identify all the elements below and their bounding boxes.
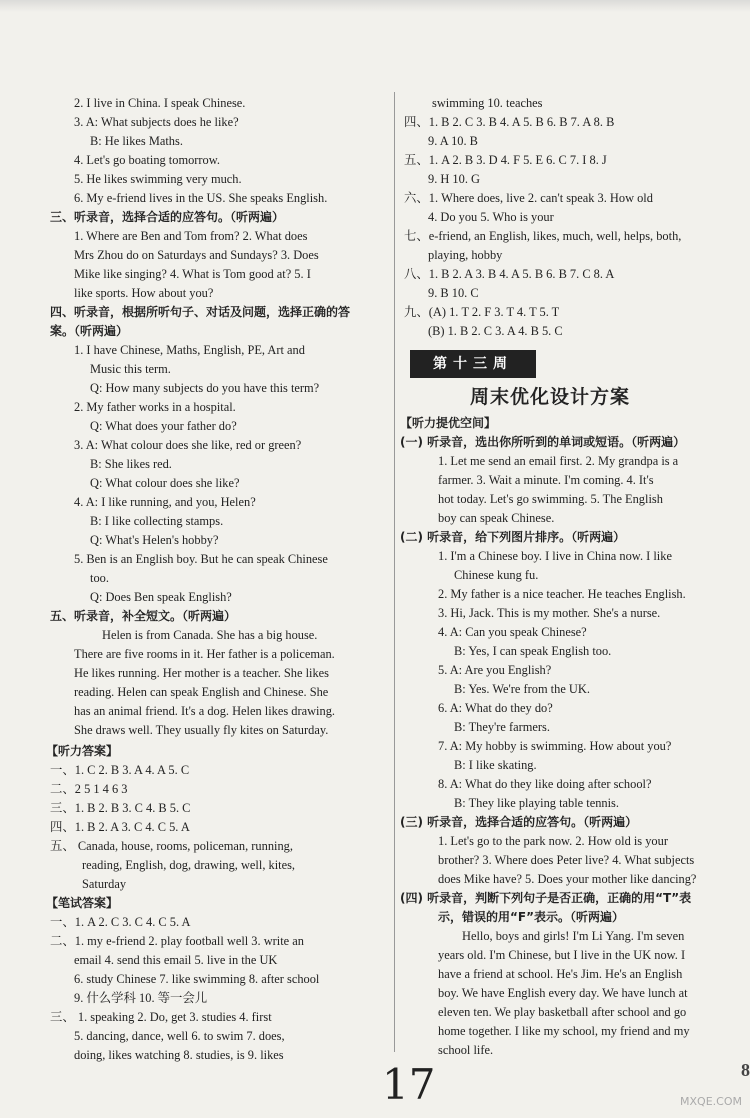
text-line: 8. A: What do they like doing after school? [438, 777, 652, 791]
text-line: boy. We have English every day. We have lunch at [438, 986, 688, 1000]
text-line: farmer. 3. Wait a minute. I'm coming. 4. It's [438, 473, 654, 487]
text-line: 3. Hi, Jack. This is my mother. She's a nurse. [438, 606, 661, 620]
section-heading: 五、听录音，补全短文。（听两遍） [50, 609, 237, 623]
section-heading: 案。（听两遍） [50, 324, 129, 338]
text-line: B: She likes red. [90, 457, 172, 471]
section-heading: 示，错误的用“F”表示。（听两遍） [438, 910, 624, 924]
text-line: 9. A 10. B [428, 134, 478, 148]
text-line: email 4. send this email 5. live in the UK [74, 953, 278, 967]
text-line: 5. He likes swimming very much. [74, 172, 242, 186]
text-line: 3. A: What subjects does he like? [74, 115, 239, 129]
text-line: reading. Helen can speak English and Chinese. She [74, 685, 329, 699]
text-line: 6. A: What do they do? [438, 701, 553, 715]
text-line: 1. I'm a Chinese boy. I live in China now. I like [438, 549, 672, 563]
section-heading: 【听力提优空间】 [400, 416, 497, 430]
text-line: B: Yes, I can speak English too. [454, 644, 612, 658]
section-heading: (四) 听录音，判断下列句子是否正确，正确的用“T”表 [400, 891, 692, 905]
text-line: 6. study Chinese 7. like swimming 8. after school [74, 972, 320, 986]
text-line: 四、1. B 2. A 3. C 4. C 5. A [50, 820, 190, 834]
text-line: B: Yes. We're from the UK. [454, 682, 590, 696]
section-heading: 【笔试答案】 [46, 896, 119, 910]
section-heading: (三) 听录音，选择合适的应答句。（听两遍） [400, 815, 638, 829]
text-line: swimming 10. teaches [432, 96, 543, 110]
text-line: 四、1. B 2. C 3. B 4. A 5. B 6. B 7. A 8. B [404, 115, 615, 129]
scan-edge [0, 0, 750, 12]
text-line: There are five rooms in it. Her father is a policeman. [74, 647, 335, 661]
text-line: B: I like collecting stamps. [90, 514, 224, 528]
week-label: 第十三周 [410, 350, 536, 378]
text-line: 1. I have Chinese, Maths, English, PE, Art and [74, 343, 305, 357]
text-line: hot today. Let's go swimming. 5. The English [438, 492, 663, 506]
watermark: MXQE.COM [680, 1095, 742, 1108]
text-line: Mike like singing? 4. What is Tom good at? 5. I [74, 267, 311, 281]
section-title: 周末优化设计方案 [470, 386, 631, 408]
section-heading: 三、听录音，选择合适的应答句。（听两遍） [50, 210, 285, 224]
text-line: B: I like skating. [454, 758, 537, 772]
section-heading: (一) 听录音，选出你所听到的单词或短语。（听两遍） [400, 435, 686, 449]
text-line: Saturday [82, 877, 127, 891]
text-line: 一、1. A 2. C 3. C 4. C 5. A [50, 915, 191, 929]
text-line: 4. A: I like running, and you, Helen? [74, 495, 256, 509]
text-line: 6. My e-friend lives in the US. She speaks English. [74, 191, 328, 205]
text-line: 7. A: My hobby is swimming. How about you? [438, 739, 672, 753]
text-line: years old. I'm Chinese, but I live in the UK now. I [438, 948, 686, 962]
text-line: Q: What colour does she like? [90, 476, 240, 490]
text-line: school life. [438, 1043, 494, 1057]
text-line: 三、 1. speaking 2. Do, get 3. studies 4. first [50, 1010, 272, 1024]
text-line: reading, English, dog, drawing, well, kites, [82, 858, 296, 872]
text-line: 九、(A) 1. T 2. F 3. T 4. T 5. T [404, 305, 560, 319]
text-line: 5. Ben is an English boy. But he can speak Chinese [74, 552, 328, 566]
text-line: Music this term. [90, 362, 171, 376]
text-line: have a friend at school. He's Jim. He's an English [438, 967, 683, 981]
text-line: 9. B 10. C [428, 286, 479, 300]
text-line: Helen is from Canada. She has a big house. [102, 628, 318, 642]
text-line: Chinese kung fu. [454, 568, 539, 582]
text-line: boy can speak Chinese. [438, 511, 555, 525]
text-line: 2. My father is a nice teacher. He teaches English. [438, 587, 686, 601]
text-line: 二、1. my e-friend 2. play football well 3. write an [50, 934, 304, 948]
text-line: 5. A: Are you English? [438, 663, 552, 677]
text-line: like sports. How about you? [74, 286, 214, 300]
section-heading: 四、听录音，根据所听句子、对话及问题，选择正确的答 [50, 305, 351, 319]
section-heading: (二) 听录音，给下列图片排序。（听两遍） [400, 530, 626, 544]
text-line: 五、 Canada, house, rooms, policeman, running, [50, 839, 293, 853]
text-line: 1. Let's go to the park now. 2. How old is your [438, 834, 668, 848]
text-line: 4. A: Can you speak Chinese? [438, 625, 587, 639]
text-line: B: He likes Maths. [90, 134, 183, 148]
page-number: 17 [382, 1060, 436, 1109]
text-line: 六、1. Where does, live 2. can't speak 3. How old [404, 191, 653, 205]
text-line: 三、1. B 2. B 3. C 4. B 5. C [50, 801, 191, 815]
text-line: does Mike have? 5. Does your mother like dancing? [438, 872, 697, 886]
text-line: B: They're farmers. [454, 720, 550, 734]
text-line: Q: How many subjects do you have this term? [90, 381, 320, 395]
text-line: B: They like playing table tennis. [454, 796, 619, 810]
column-divider [394, 92, 395, 1052]
text-line: Mrs Zhou do on Saturdays and Sundays? 3. Does [74, 248, 319, 262]
text-line: 2. I live in China. I speak Chinese. [74, 96, 246, 110]
text-line: Q: What does your father do? [90, 419, 237, 433]
text-line: too. [90, 571, 109, 585]
text-line: 4. Do you 5. Who is your [428, 210, 554, 224]
text-line: brother? 3. Where does Peter live? 4. What subjects [438, 853, 695, 867]
text-line: 1. Let me send an email first. 2. My grandpa is a [438, 454, 679, 468]
text-line: 9. H 10. G [428, 172, 480, 186]
corner-mark: 8 [741, 1060, 750, 1080]
text-line: eleven ten. We play basketball after school and go [438, 1005, 687, 1019]
text-line: has an animal friend. It's a dog. Helen likes drawing. [74, 704, 335, 718]
text-line: 五、1. A 2. B 3. D 4. F 5. E 6. C 7. I 8. J [404, 153, 607, 167]
text-line: 5. dancing, dance, well 6. to swim 7. does, [74, 1029, 285, 1043]
section-heading: 【听力答案】 [46, 744, 119, 758]
text-line: Q: Does Ben speak English? [90, 590, 232, 604]
text-line: He likes running. Her mother is a teacher. She likes [74, 666, 329, 680]
text-line: home together. I like my school, my friend and my [438, 1024, 690, 1038]
text-line: 八、1. B 2. A 3. B 4. A 5. B 6. B 7. C 8. A [404, 267, 615, 281]
text-line: 一、1. C 2. B 3. A 4. A 5. C [50, 763, 190, 777]
text-line: 七、e-friend, an English, likes, much, well, helps, both, [404, 229, 682, 243]
text-line: (B) 1. B 2. C 3. A 4. B 5. C [428, 324, 563, 338]
text-line: 1. Where are Ben and Tom from? 2. What does [74, 229, 308, 243]
text-line: 4. Let's go boating tomorrow. [74, 153, 220, 167]
text-line: 2. My father works in a hospital. [74, 400, 236, 414]
text-line: 二、2 5 1 4 6 3 [50, 782, 128, 796]
text-line: 3. A: What colour does she like, red or green? [74, 438, 302, 452]
text-line: doing, likes watching 8. studies, is 9. likes [74, 1048, 284, 1062]
text-line: playing, hobby [428, 248, 503, 262]
text-line: Hello, boys and girls! I'm Li Yang. I'm seven [462, 929, 685, 943]
text-line: Q: What's Helen's hobby? [90, 533, 219, 547]
text-line: She draws well. They usually fly kites on Saturday. [74, 723, 329, 737]
text-line: 9. 什么学科 10. 等一会儿 [74, 991, 208, 1005]
